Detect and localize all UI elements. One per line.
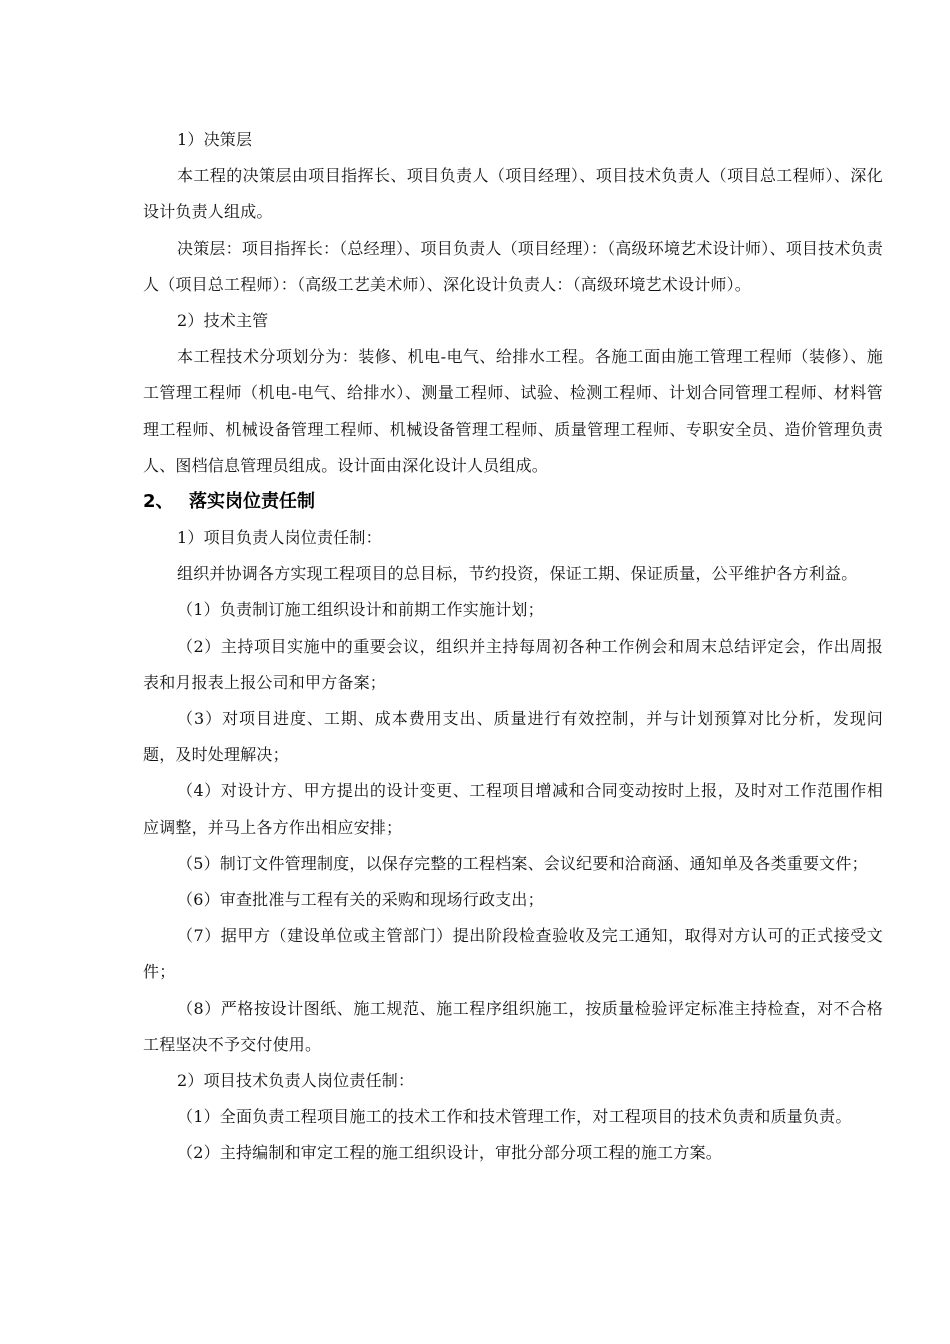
tech-lead-paragraph: 本工程技术分项划分为：装修、机电-电气、给排水工程。各施工面由施工管理工程师（装修）、施工管理工程师（机电-电气、给排水）、测量工程师、试验、检测工程师、计划合同管理工程师、材料管理工程师、机械设备管理工程师、机械设备管理工程师、质量管理工程师、专职安全员、造价管理负责人、图档信息管理员组成。设计面由深化设计人员组成。 xyxy=(143,347,883,475)
tech-leader-item: （1）全面负责工程项目施工的技术工作和技术管理工作，对工程项目的技术负责和质量负责。 xyxy=(177,1107,852,1127)
tech-leader-item: （2）主持编制和审定工程的施工组织设计，审批分部分项工程的施工方案。 xyxy=(177,1143,722,1163)
pm-item: （6）审查批准与工程有关的采购和现场行政支出； xyxy=(177,890,544,910)
pm-item: （8）严格按设计图纸、施工规范、施工程序组织施工，按质量检验评定标准主持检查，对不合格工程坚决不予交付使用。 xyxy=(143,998,883,1054)
decision-layer-heading: 1）决策层 xyxy=(177,130,253,149)
pm-item: （5）制订文件管理制度，以保存完整的工程档案、会议纪要和洽商涵、通知单及各类重要文件； xyxy=(177,853,868,873)
pm-item: （1）负责制订施工组织设计和前期工作实施计划； xyxy=(177,600,544,620)
pm-intro-paragraph: 组织并协调各方实现工程项目的总目标，节约投资，保证工期、保证质量，公平维护各方利益。 xyxy=(177,564,858,584)
decision-layer-paragraph-1: 本工程的决策层由项目指挥长、项目负责人（项目经理）、项目技术负责人（项目总工程师）、深化设计负责人组成。 xyxy=(143,166,883,222)
section-heading xyxy=(143,484,883,520)
section-title: 落实岗位责任制 xyxy=(189,491,315,513)
pm-item: （2）主持项目实施中的重要会议，组织并主持每周初各种工作例会和周末总结评定会，作出周报表和月报表上报公司和甲方备案； xyxy=(143,636,883,692)
document-body xyxy=(143,122,883,1172)
pm-responsibility-heading: 1）项目负责人岗位责任制： xyxy=(177,528,382,548)
tech-leader-responsibility-heading: 2）项目技术负责人岗位责任制： xyxy=(177,1071,415,1091)
tech-lead-heading: 2）技术主管 xyxy=(177,311,269,331)
pm-item: （7）据甲方（建设单位或主管部门）提出阶段检查验收及完工通知，取得对方认可的正式接受文件； xyxy=(143,926,883,982)
decision-layer-paragraph-2: 决策层：项目指挥长：（总经理）、项目负责人（项目经理）：（高级环境艺术设计师）、项目技术负责人（项目总工程师）：（高级工艺美术师）、深化设计负责人：（高级环境艺术设计师）。 xyxy=(143,238,883,294)
pm-item: （3）对项目进度、工期、成本费用支出、质量进行有效控制，并与计划预算对比分析，发现问题，及时处理解决； xyxy=(143,709,883,765)
pm-item: （4）对设计方、甲方提出的设计变更、工程项目增减和合同变动按时上报，及时对工作范围作相应调整，并马上各方作出相应安排； xyxy=(143,781,883,837)
section-number: 2、 xyxy=(143,491,174,513)
